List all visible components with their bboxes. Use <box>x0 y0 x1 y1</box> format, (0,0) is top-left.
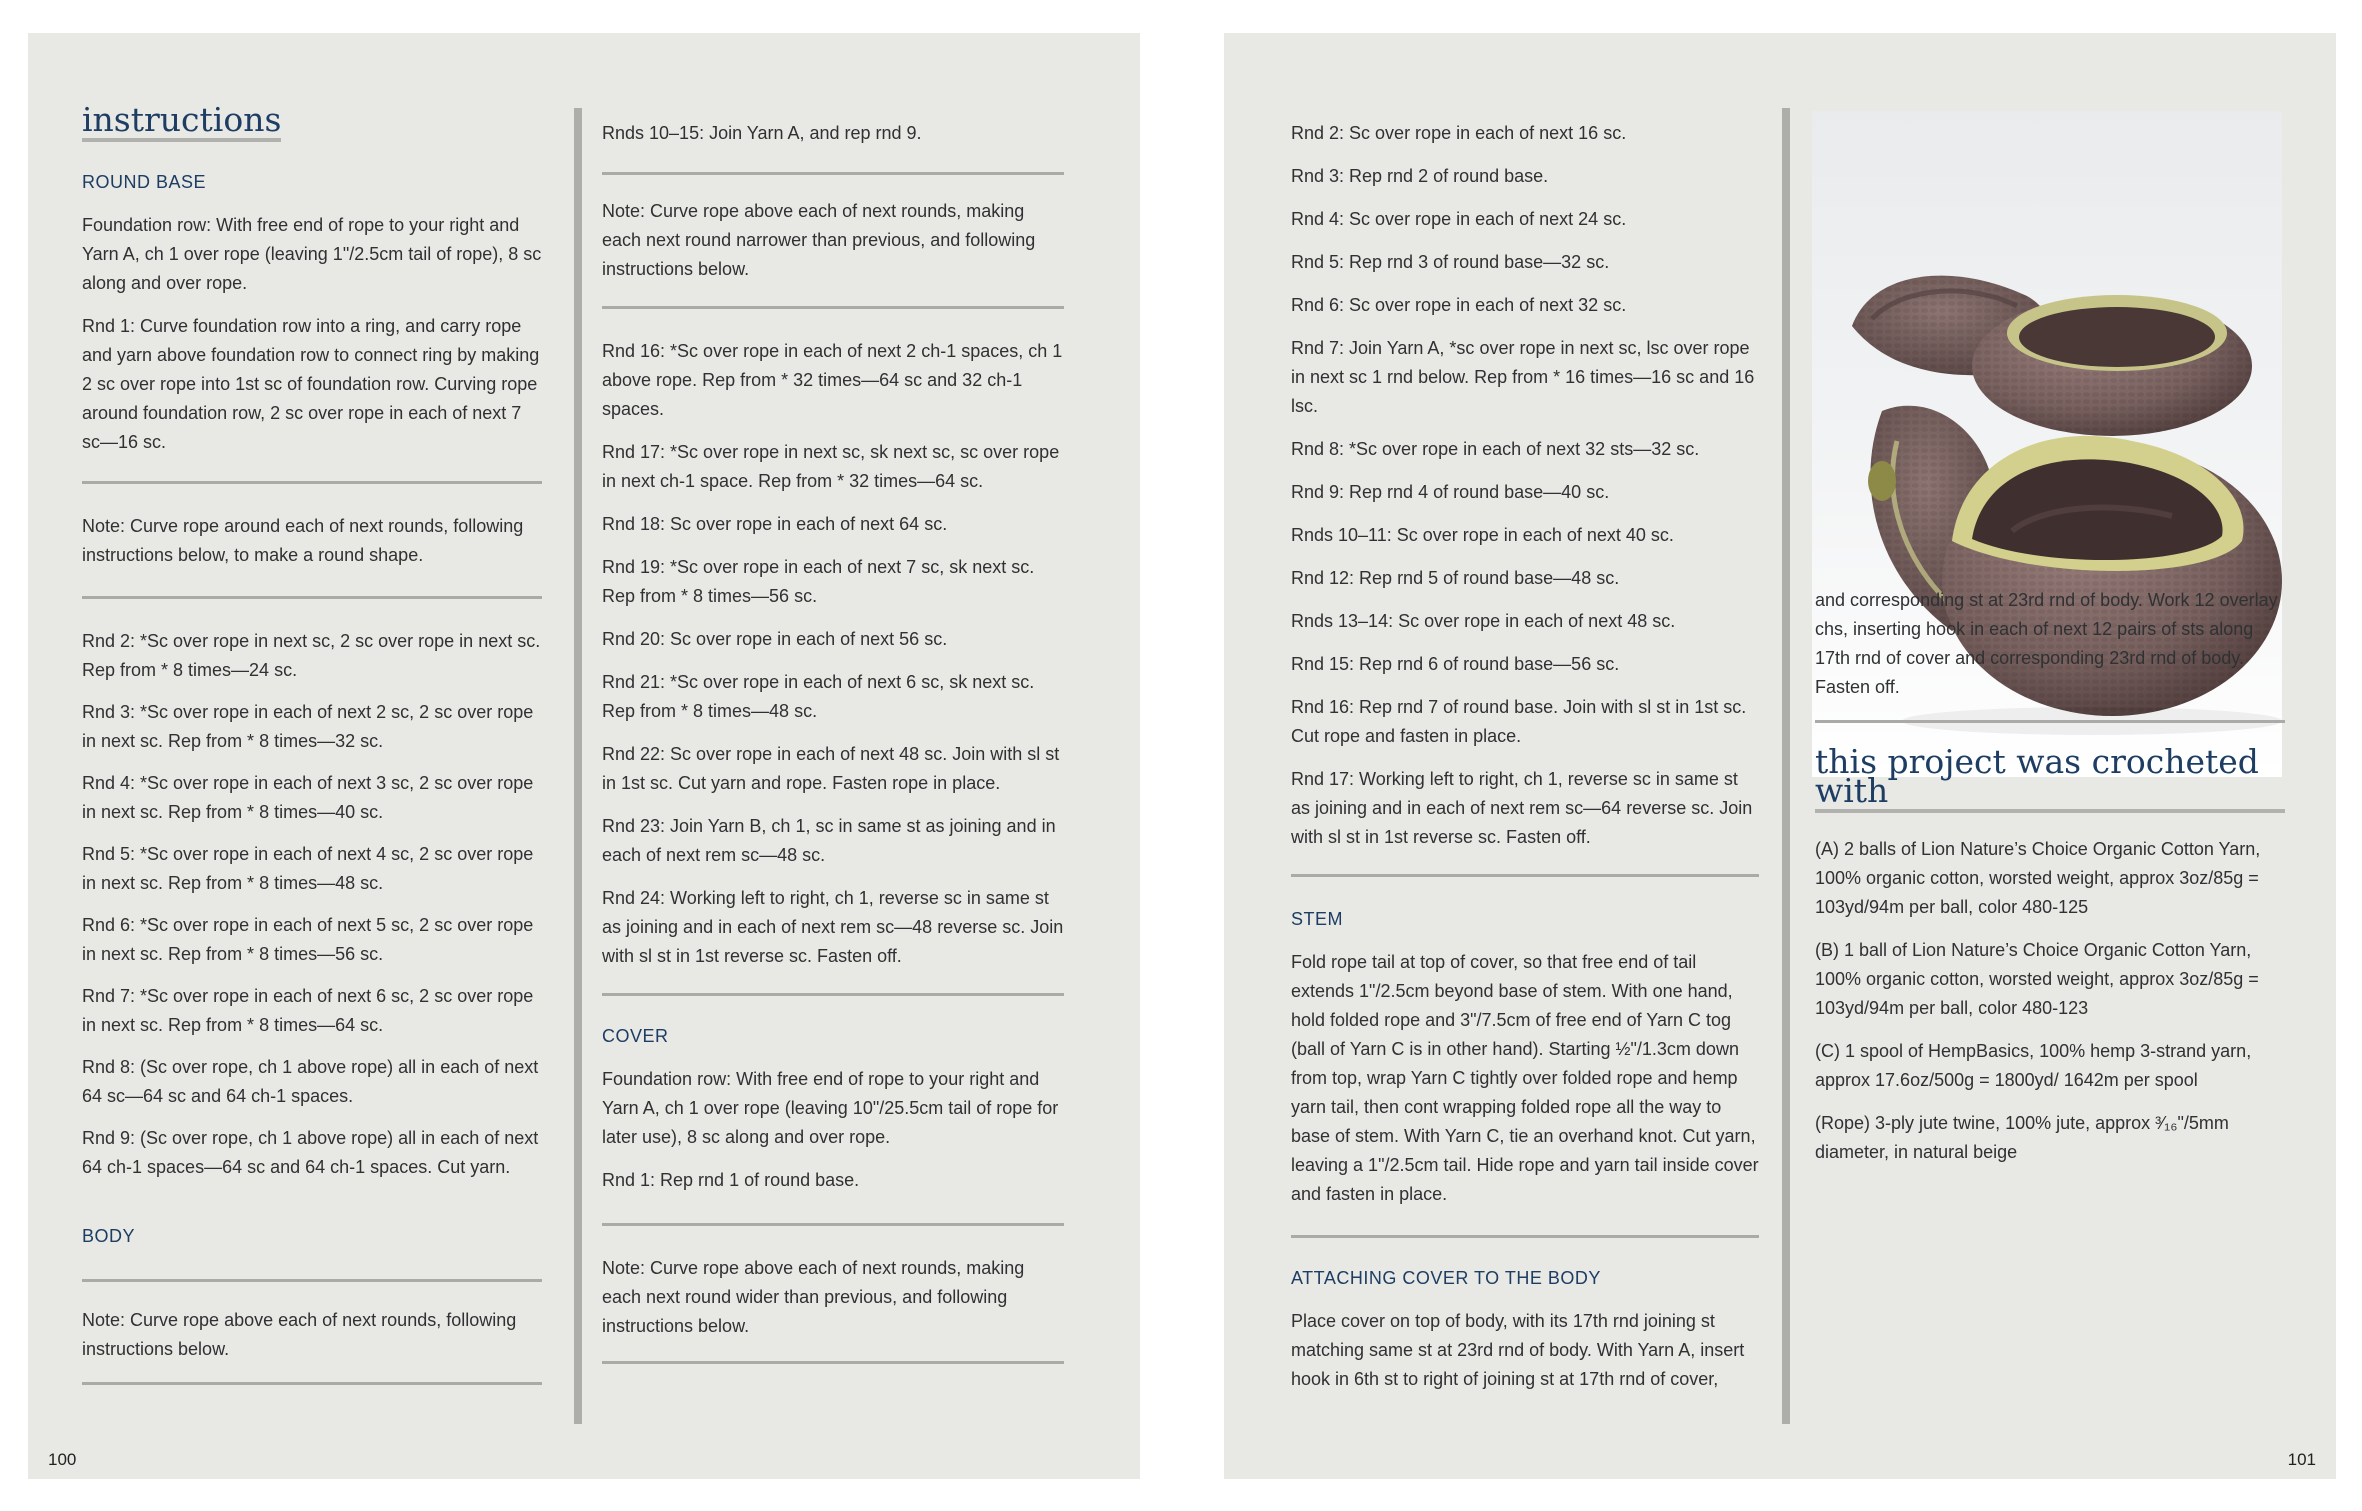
yarn-a-paragraph: (A) 2 balls of Lion Nature’s Choice Organic Cotton Yarn, 100% organic cotton, worsted weight, approx 3oz/85g = 103yd/94m per ball, color 480-125 <box>1815 839 2261 917</box>
rnd7-paragraph: Rnd 7: *Sc over rope in each of next 6 sc, 2 sc over rope in next sc. Rep from * 8 times—64 sc. <box>82 986 534 1035</box>
note-paragraph: Note: Curve rope above each of next rounds, making each next round wider than previous, and following instructions below. <box>602 1258 1025 1336</box>
right-column-1 <box>1291 119 1759 1408</box>
divider <box>1815 720 2285 723</box>
divider <box>1291 874 1759 877</box>
cover-foundation-paragraph: Foundation row: With free end of rope to your right and Yarn A, ch 1 over rope (leaving 10"/25.5cm tail of rope for later use), 8 sc along and over rope. <box>602 1069 1059 1147</box>
round-base-heading: ROUND BASE <box>82 172 207 192</box>
note-paragraph: Note: Curve rope above each of next rounds, making each next round narrower than previous, and following instructions below. <box>602 201 1036 279</box>
column-divider-bar <box>1782 108 1790 1424</box>
divider <box>82 596 542 599</box>
note-paragraph: Note: Curve rope around each of next rounds, following instructions below, to make a round shape. <box>82 516 524 565</box>
materials-title: this project was crocheted with <box>1815 747 2285 813</box>
instructions-title: instructions <box>82 105 281 142</box>
divider <box>602 306 1064 309</box>
left-column-1 <box>82 100 542 1385</box>
foundation-row-paragraph: Foundation row: With free end of rope to your right and Yarn A, ch 1 over rope (leaving 1"/2.5cm tail of rope), 8 sc along and over rope. <box>82 215 542 293</box>
rnd21-paragraph: Rnd 21: *Sc over rope in each of next 6 sc, sk next sc. Rep from * 8 times—48 sc. <box>602 672 1035 721</box>
divider <box>82 1382 542 1385</box>
rnd5-paragraph: Rnd 5: *Sc over rope in each of next 4 sc, 2 sc over rope in next sc. Rep from * 8 times—48 sc. <box>82 844 534 893</box>
attaching-cover-heading: ATTACHING COVER TO THE BODY <box>1291 1268 1601 1288</box>
attaching-continued-paragraph: and corresponding st at 23rd rnd of body. Work 12 overlay chs, inserting hook in each of next 12 pairs of sts along 17th rnd of cover and corresponding 23rd rnd of body. Fasten off. <box>1815 590 2278 697</box>
right-page <box>1224 33 2336 1479</box>
rnd4-paragraph: Rnd 4: Sc over rope in each of next 24 sc. <box>1291 209 1627 229</box>
rnd2-paragraph: Rnd 2: Sc over rope in each of next 16 sc. <box>1291 123 1627 143</box>
rnd7-paragraph: Rnd 7: Join Yarn A, *sc over rope in next sc, lsc over rope in next sc 1 rnd below. Rep from * 16 times—16 sc and 16 lsc. <box>1291 338 1755 416</box>
left-column-2 <box>602 119 1064 1364</box>
yarn-b-paragraph: (B) 1 ball of Lion Nature’s Choice Organic Cotton Yarn, 100% organic cotton, worsted weight, approx 3oz/85g = 103yd/94m per ball, color 480-123 <box>1815 940 2259 1018</box>
rnd2-paragraph: Rnd 2: *Sc over rope in next sc, 2 sc over rope in next sc. Rep from * 8 times—24 sc. <box>82 631 541 680</box>
rnd8-paragraph: Rnd 8: *Sc over rope in each of next 32 sts—32 sc. <box>1291 439 1700 459</box>
rnd22-paragraph: Rnd 22: Sc over rope in each of next 48 sc. Join with sl st in 1st sc. Cut yarn and rope. Fasten rope in place. <box>602 744 1060 793</box>
rnd3-paragraph: Rnd 3: Rep rnd 2 of round base. <box>1291 166 1549 186</box>
divider <box>82 1279 542 1282</box>
rnd17-paragraph: Rnd 17: Working left to right, ch 1, reverse sc in same st as joining and in each of next rem sc—64 reverse sc. Join with sl st in 1st reverse sc. Fasten off. <box>1291 769 1753 847</box>
rope-paragraph: (Rope) 3-ply jute twine, 100% jute, approx ³⁄₁₆"/5mm diameter, in natural beige <box>1815 1113 2229 1162</box>
cover-heading: COVER <box>602 1026 669 1046</box>
rnd20-paragraph: Rnd 20: Sc over rope in each of next 56 sc. <box>602 629 948 649</box>
rnds10-15-paragraph: Rnds 10–15: Join Yarn A, and rep rnd 9. <box>602 123 922 143</box>
body-heading: BODY <box>82 1226 136 1246</box>
rnd6-paragraph: Rnd 6: *Sc over rope in each of next 5 sc, 2 sc over rope in next sc. Rep from * 8 times—56 sc. <box>82 915 534 964</box>
rnd24-paragraph: Rnd 24: Working left to right, ch 1, reverse sc in same st as joining and in each of next rem sc—48 reverse sc. Join with sl st in 1st reverse sc. Fasten off. <box>602 888 1064 966</box>
stem-paragraph: Fold rope tail at top of cover, so that free end of tail extends 1"/2.5cm beyond base of stem. With one hand, hold folded rope and 3"/7.5cm of free end of Yarn C tog (ball of Yarn C is in other hand). Starting ½"/1.3cm down from top, wrap Yarn C tightly over folded rope and hemp yarn tail, then cont wrapping folded rope all the way to base of stem. With Yarn C, tie an overhand knot. Cut yarn, leaving a 1"/2.5cm tail. Hide rope and yarn tail inside cover and fasten in place. <box>1291 952 1759 1204</box>
divider <box>602 1361 1064 1364</box>
rnd17-paragraph: Rnd 17: *Sc over rope in next sc, sk next sc, sc over rope in next ch-1 space. Rep from * 32 times—64 sc. <box>602 442 1060 491</box>
right-column-2 <box>1815 586 2285 1181</box>
page-number: 101 <box>2287 1450 2316 1469</box>
rnd23-paragraph: Rnd 23: Join Yarn B, ch 1, sc in same st as joining and in each of next rem sc—48 sc. <box>602 816 1056 865</box>
rnd3-paragraph: Rnd 3: *Sc over rope in each of next 2 sc, 2 sc over rope in next sc. Rep from * 8 times—32 sc. <box>82 702 534 751</box>
rnd16-paragraph: Rnd 16: *Sc over rope in each of next 2 ch-1 spaces, ch 1 above rope. Rep from * 32 times—64 sc and 32 ch-1 spaces. <box>602 341 1063 419</box>
rnds13-14-paragraph: Rnds 13–14: Sc over rope in each of next 48 sc. <box>1291 611 1676 631</box>
divider <box>82 481 542 484</box>
rnd16-paragraph: Rnd 16: Rep rnd 7 of round base. Join with sl st in 1st sc. Cut rope and fasten in place. <box>1291 697 1747 746</box>
rnd9-paragraph: Rnd 9: (Sc over rope, ch 1 above rope) all in each of next 64 ch-1 spaces—64 sc and 64 ch-1 spaces. Cut yarn. <box>82 1128 539 1177</box>
rnd18-paragraph: Rnd 18: Sc over rope in each of next 64 sc. <box>602 514 948 534</box>
divider <box>602 1223 1064 1226</box>
rnd12-paragraph: Rnd 12: Rep rnd 5 of round base—48 sc. <box>1291 568 1620 588</box>
rnd1-paragraph: Rnd 1: Curve foundation row into a ring, and carry rope and yarn above foundation row to connect ring by making 2 sc over rope into 1st sc of foundation row. Curving rope around foundation row, 2 sc over rope in each of next 7 sc—16 sc. <box>82 316 540 452</box>
page-number: 100 <box>48 1450 77 1469</box>
rnd15-paragraph: Rnd 15: Rep rnd 6 of round base—56 sc. <box>1291 654 1620 674</box>
cover-rnd1-paragraph: Rnd 1: Rep rnd 1 of round base. <box>602 1170 860 1190</box>
column-divider-bar <box>574 108 582 1424</box>
rnd8-paragraph: Rnd 8: (Sc over rope, ch 1 above rope) all in each of next 64 sc—64 sc and 64 ch-1 spaces. <box>82 1057 539 1106</box>
attaching-paragraph: Place cover on top of body, with its 17th rnd joining st matching same st at 23rd rnd of body. With Yarn A, insert hook in 6th st to right of joining st at 17th rnd of cover, <box>1291 1311 1745 1389</box>
rnds10-11-paragraph: Rnds 10–11: Sc over rope in each of next 40 sc. <box>1291 525 1674 545</box>
left-page <box>28 33 1140 1479</box>
rnd9-paragraph: Rnd 9: Rep rnd 4 of round base—40 sc. <box>1291 482 1610 502</box>
stem-heading: STEM <box>1291 909 1344 929</box>
rnd19-paragraph: Rnd 19: *Sc over rope in each of next 7 sc, sk next sc. Rep from * 8 times—56 sc. <box>602 557 1035 606</box>
rnd4-paragraph: Rnd 4: *Sc over rope in each of next 3 sc, 2 sc over rope in next sc. Rep from * 8 times—40 sc. <box>82 773 534 822</box>
rnd6-paragraph: Rnd 6: Sc over rope in each of next 32 sc. <box>1291 295 1627 315</box>
divider <box>602 172 1064 175</box>
divider <box>1291 1235 1759 1238</box>
rnd5-paragraph: Rnd 5: Rep rnd 3 of round base—32 sc. <box>1291 252 1610 272</box>
note-paragraph: Note: Curve rope above each of next rounds, following instructions below. <box>82 1310 517 1359</box>
yarn-c-paragraph: (C) 1 spool of HempBasics, 100% hemp 3-strand yarn, approx 17.6oz/500g = 1800yd/ 1642m per spool <box>1815 1041 2252 1090</box>
divider <box>602 993 1064 996</box>
